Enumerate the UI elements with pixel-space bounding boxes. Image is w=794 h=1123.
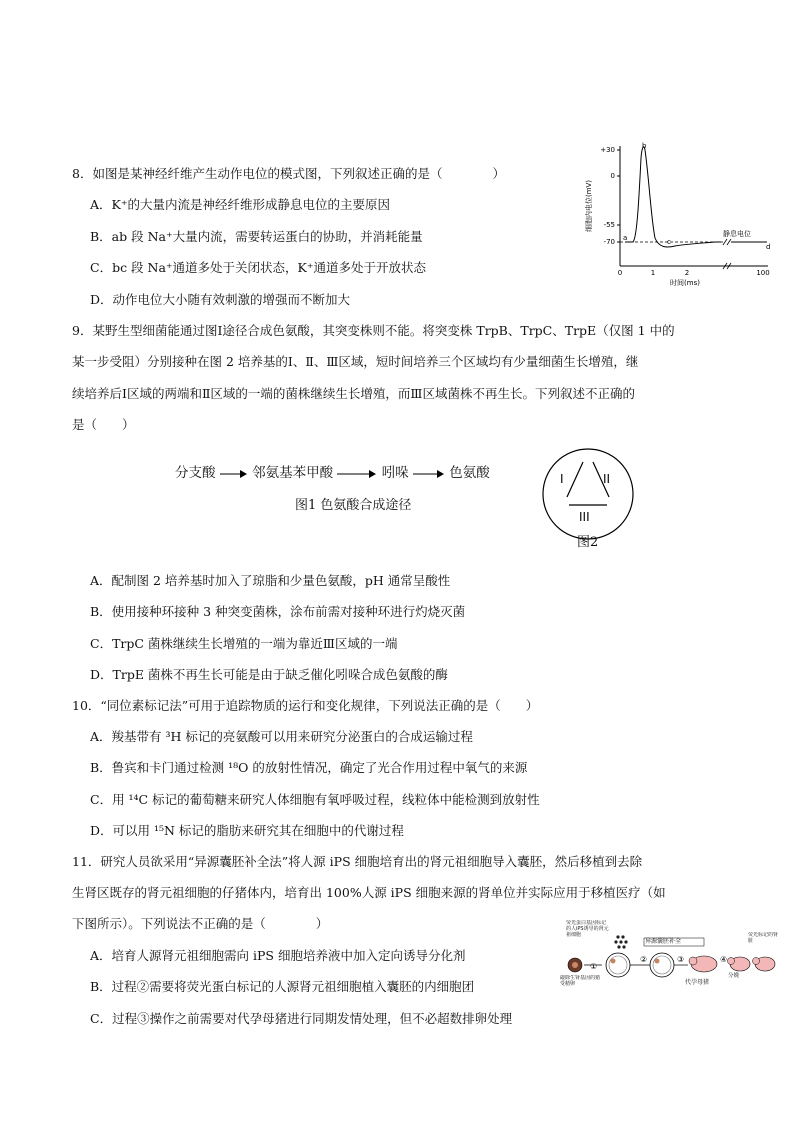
step-4: ④: [720, 955, 728, 964]
q11-line-2: 生肾区既存的肾元祖细胞的仔猪体内，培育出 100%人源 iPS 细胞来源的肾单位并实际应用于移植医疗（如: [72, 885, 666, 900]
q9-line-3: 续培养后Ⅰ区域的两端和Ⅱ区域的一端的菌株继续生长增殖，而Ⅲ区域菌株不再生长。下列叙述不正确的: [72, 386, 635, 401]
point-b: b: [642, 142, 647, 150]
y-axis-label: 细胞内电位(mV): [585, 179, 593, 233]
q9-option-b: B．使用接种环接种 3 种突变菌株，涂布前需对接种环进行灼烧灭菌: [90, 604, 466, 619]
x-axis-label: 时间(ms): [670, 279, 700, 287]
q11-option-a: A．培育人源肾元祖细胞需向 iPS 细胞培养液中加入定向诱导分化剂: [90, 948, 466, 963]
x-tick-1: 1: [650, 269, 656, 277]
q8-option-a: A．K⁺的大量内流是神经纤维形成静息电位的主要原因: [90, 197, 390, 212]
chimera-kidney-figure: [560, 920, 778, 1028]
q10-stem: 10．“同位素标记法”可用于追踪物质的运行和变化规律，下列说法正确的是（ ）: [72, 698, 539, 713]
q11-option-c: C．过程③操作之前需要对代孕母猪进行同期发情处理，但不必超数排卵处理: [90, 1011, 513, 1026]
point-c: c: [667, 238, 671, 246]
q11-line-1: 11．研究人员欲采用“异源囊胚补全法”将人源 iPS 细胞培育出的肾元祖细胞导入囊胚，然后移植到去除: [72, 854, 643, 869]
q10-option-a: A．羧基带有 ³H 标记的亮氨酸可以用来研究分泌蛋白的合成运输过程: [90, 729, 473, 744]
pathway-step-1: 分支酸: [175, 465, 216, 481]
arrow-icon: [220, 469, 248, 479]
label-knockout-egg: 敲除生肾基因的猪受精卵: [560, 975, 600, 987]
step-2: ②: [640, 955, 648, 964]
q8-option-b: B．ab 段 Na⁺大量内流，需要转运蛋白的协助，并消耗能量: [90, 229, 423, 244]
q10-option-d: D．可以用 ¹⁵N 标记的脂肪来研究其在细胞中的代谢过程: [90, 823, 404, 838]
q9-option-a: A．配制图 2 培养基时加入了琼脂和少量色氨酸，pH 通常呈酸性: [90, 573, 451, 588]
pathway-step-2: 邻氨基苯甲酸: [252, 465, 334, 481]
arrow-icon: [337, 469, 377, 479]
q9-line-4: 是（ ）: [72, 417, 135, 432]
q9-option-c: C．TrpC 菌株继续生长增殖的一端为靠近Ⅲ区域的一端: [90, 636, 398, 651]
q8-option-d: D．动作电位大小随有效刺激的增强而不断加大: [90, 292, 351, 307]
q9-option-d: D．TrpE 菌株不再生长可能是由于缺乏催化吲哚合成色氨酸的酶: [90, 667, 448, 682]
q9-line-2: 某一步受阻）分别接种在图 2 培养基的Ⅰ、Ⅱ、Ⅲ区域，短时间培养三个区域均有少量细菌生长增殖，继: [72, 354, 639, 369]
label-birth: 分娩: [728, 973, 740, 979]
q11-option-b: B．过程②需要将荧光蛋白标记的人源肾元祖细胞植入囊胚的内细胞团: [90, 979, 475, 994]
step-1: ①: [590, 962, 598, 971]
y-tick-70: -70: [603, 238, 615, 246]
action-potential-figure: [575, 138, 775, 290]
q11-line-3: 下图所示）。下列说法不正确的是（ ）: [72, 916, 329, 931]
q8-stem: 8．如图是某神经纤维产生动作电位的模式图，下列叙述正确的是（ ）: [72, 166, 505, 181]
label-surrogate: 代孕母猪: [685, 979, 710, 986]
x-tick-100: 100: [756, 269, 770, 277]
label-blastocyst: 异源囊胚补全: [645, 938, 682, 945]
y-tick-55: -55: [603, 221, 615, 229]
q8-option-c: C．bc 段 Na⁺通道多处于关闭状态，K⁺通道多处于开放状态: [90, 260, 426, 275]
step-3: ③: [677, 955, 685, 964]
x-tick-0: 0: [617, 269, 623, 277]
region-III: III: [579, 510, 590, 524]
label-fluorescent-cells: 荧光蛋白基因标记的人iPS诱导的肾元祖细胞: [566, 920, 609, 938]
q10-option-c: C．用 ¹⁴C 标记的葡萄糖来研究人体细胞有氧呼吸过程，线粒体中能检测到放射性: [90, 792, 540, 807]
resting-potential-label: 静息电位: [723, 230, 751, 238]
q10-option-b: B．鲁宾和卡门通过检测 ¹⁸O 的放射性情况，确定了光合作用过程中氧气的来源: [90, 760, 528, 775]
region-II: II: [603, 472, 611, 486]
point-d: d: [766, 243, 771, 251]
region-I: I: [560, 472, 564, 486]
figure2-caption: 图2: [577, 535, 599, 550]
tryptophan-pathway: [175, 464, 490, 482]
y-tick-0: 0: [610, 172, 615, 180]
x-tick-2: 2: [684, 269, 690, 277]
point-a: a: [623, 234, 628, 242]
pathway-step-4: 色氨酸: [449, 465, 490, 481]
figure1-caption: 图1 色氨酸合成途径: [295, 498, 412, 513]
label-result: 荧光标记的肾脏: [748, 932, 778, 944]
culture-plate-figure: [537, 447, 641, 543]
y-tick-30: +30: [600, 146, 615, 154]
q9-line-1: 9．某野生型细菌能通过图Ⅰ途径合成色氨酸，其突变株则不能。将突变株 TrpB、TrpC、TrpE（仅图 1 中的: [72, 323, 675, 338]
pathway-step-3: 吲哚: [381, 465, 409, 481]
arrow-icon: [413, 469, 445, 479]
